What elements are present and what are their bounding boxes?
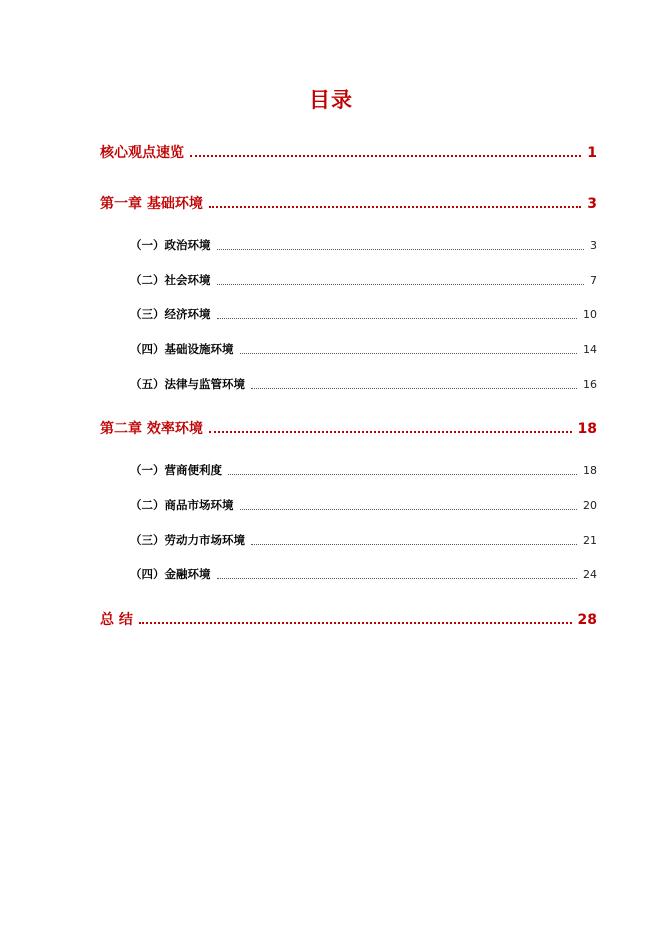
toc-entry-political[interactable] [130,237,597,253]
toc-page-number: 14 [583,343,597,356]
toc-entry-infrastructure[interactable] [130,341,597,357]
toc-leader-dots [190,155,581,157]
toc-leader-dots [139,622,572,624]
toc-entry-core-views[interactable] [100,142,597,162]
toc-entry-label: （一）营商便利度 [130,463,222,477]
toc-leader-dots [217,249,585,250]
toc-leader-dots [240,509,578,510]
toc-leader-dots [251,544,577,545]
toc-entry-label: （二）社会环境 [130,273,211,287]
toc-page-number: 1 [587,145,597,161]
toc-leader-dots [209,206,581,208]
toc-entry-label: （四）金融环境 [130,567,211,581]
toc-leader-dots [217,318,578,319]
toc-entry-label: （一）政治环境 [130,238,211,252]
toc-entry-label: （三）经济环境 [130,307,211,321]
toc-leader-dots [240,353,578,354]
toc-entry-financial[interactable] [130,566,597,582]
toc-entry-labor-market[interactable] [130,532,597,548]
toc-page-number: 18 [577,421,597,437]
toc-leader-dots [217,284,585,285]
toc-entry-chapter-2[interactable] [100,418,597,438]
toc-entry-label: （二）商品市场环境 [130,498,234,512]
toc-entry-goods-market[interactable] [130,497,597,513]
toc-leader-dots [251,388,577,389]
toc-leader-dots [217,578,578,579]
toc-page-number: 10 [583,308,597,321]
toc-entry-chapter-1[interactable] [100,193,597,213]
toc-entry-business-convenience[interactable] [130,462,597,478]
toc-page-number: 3 [590,239,597,252]
toc-entry-label: 第一章 基础环境 [100,196,203,212]
toc-leader-dots [209,431,572,433]
toc-page-number: 7 [590,274,597,287]
toc-page-number: 3 [587,196,597,212]
toc-entry-label: （五）法律与监管环境 [130,377,245,391]
toc-entry-label: 核心观点速览 [100,145,184,161]
toc-entry-label: （三）劳动力市场环境 [130,533,245,547]
page-title: 目录 [309,88,353,112]
toc-entry-economic[interactable] [130,306,597,322]
toc-entry-social[interactable] [130,272,597,288]
toc-entry-legal[interactable] [130,376,597,392]
toc-page-number: 21 [583,534,597,547]
toc-page-number: 16 [583,378,597,391]
toc-page-number: 18 [583,464,597,477]
toc-page-number: 28 [577,612,597,628]
toc-leader-dots [228,474,577,475]
toc-page-number: 20 [583,499,597,512]
toc-page-number: 24 [583,568,597,581]
toc-entry-label: 第二章 效率环境 [100,421,203,437]
toc-entry-summary[interactable] [100,609,597,629]
toc-entry-label: （四）基础设施环境 [130,342,234,356]
toc-entry-label: 总 结 [100,612,133,628]
